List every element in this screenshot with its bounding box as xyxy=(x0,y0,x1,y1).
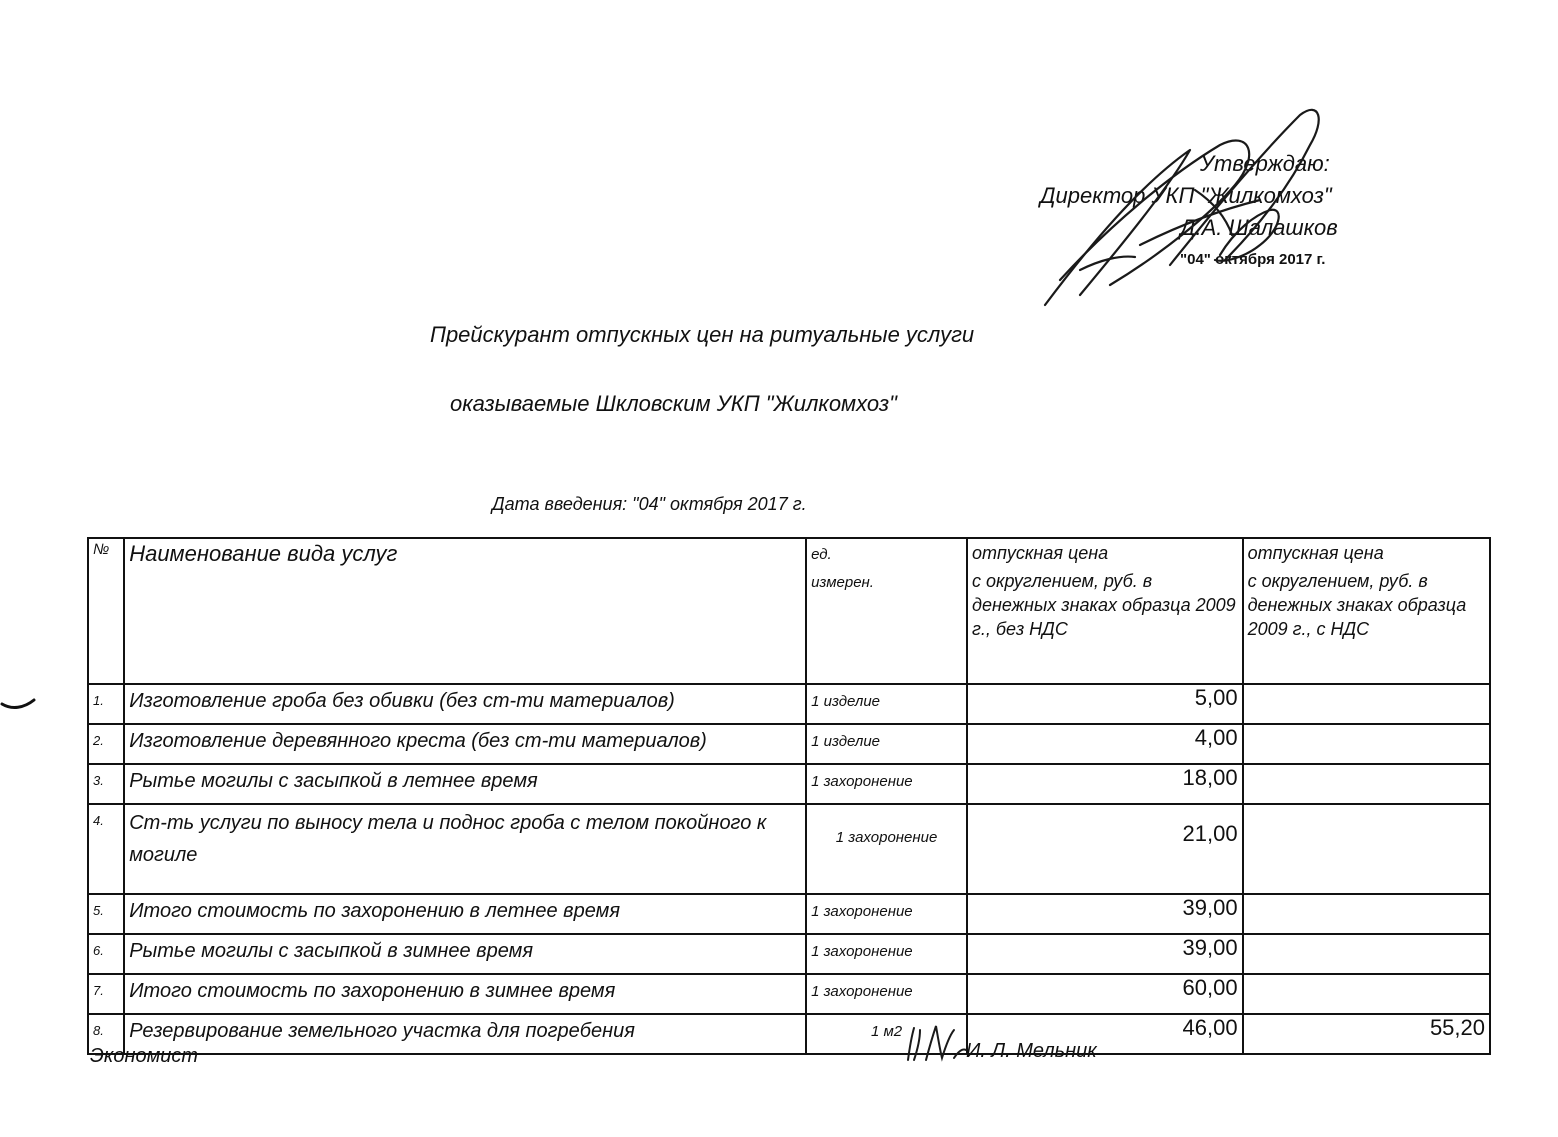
effective-date: Дата введения: "04" октября 2017 г. xyxy=(492,494,807,514)
row-unit: 1 м2 xyxy=(806,1014,967,1054)
row-price-incl-vat xyxy=(1243,934,1490,974)
row-service-name: Рытье могилы с засыпкой в летнее время xyxy=(124,764,806,804)
row-no: 5. xyxy=(88,894,124,934)
document-subtitle: оказываемые Шкловским УКП "Жилкомхоз" xyxy=(450,391,897,416)
row-price-excl-vat: 21,00 xyxy=(967,804,1243,894)
header-unit-line1: ед. xyxy=(811,546,832,563)
table-row xyxy=(88,764,1490,804)
header-price-incl-line1: отпускная цена xyxy=(1247,543,1384,563)
row-price-incl-vat: 55,20 xyxy=(1243,1014,1490,1054)
row-no: 2. xyxy=(88,724,124,764)
header-price-incl-vat xyxy=(1243,538,1490,684)
table-row xyxy=(88,934,1490,974)
table-row xyxy=(88,974,1490,1014)
economist-signature xyxy=(900,1020,970,1070)
row-unit: 1 изделие xyxy=(806,684,967,724)
row-price-incl-vat xyxy=(1243,724,1490,764)
row-unit: 1 захоронение xyxy=(806,934,967,974)
table-row xyxy=(88,1014,1490,1054)
row-price-incl-vat xyxy=(1243,894,1490,934)
row-unit: 1 захоронение xyxy=(806,764,967,804)
header-price-excl-vat xyxy=(967,538,1243,684)
row-unit: 1 изделие xyxy=(806,724,967,764)
row-service-name: Итого стоимость по захоронению в летнее время xyxy=(124,894,806,934)
row-price-excl-vat: 60,00 xyxy=(967,974,1243,1014)
row-service-name: Ст-ть услуги по выносу тела и поднос гроба с телом покойного к могиле xyxy=(124,804,806,894)
row-service-name: Рытье могилы с засыпкой в зимнее время xyxy=(124,934,806,974)
header-name: Наименование вида услуг xyxy=(124,538,806,684)
row-unit: 1 захоронение xyxy=(806,974,967,1014)
approval-word: Утверждаю: xyxy=(1200,151,1330,176)
economist-title: Экономист xyxy=(90,1045,199,1067)
row-unit: 1 захоронение xyxy=(806,804,967,894)
row-no: 1. xyxy=(88,684,124,724)
row-price-incl-vat xyxy=(1243,974,1490,1014)
row-no: 4. xyxy=(88,804,124,894)
table-row xyxy=(88,724,1490,764)
row-price-incl-vat xyxy=(1243,804,1490,894)
row-no: 6. xyxy=(88,934,124,974)
row-price-excl-vat: 39,00 xyxy=(967,894,1243,934)
row-service-name: Изготовление гроба без обивки (без ст-ти материалов) xyxy=(124,684,806,724)
row-no: 3. xyxy=(88,764,124,804)
header-price-excl-line1: отпускная цена xyxy=(972,543,1109,563)
row-unit: 1 захоронение xyxy=(806,894,967,934)
table-row xyxy=(88,804,1490,894)
row-service-name: Резервирование земельного участка для погребения xyxy=(124,1014,806,1054)
row-price-incl-vat xyxy=(1243,764,1490,804)
table-header-row xyxy=(88,538,1490,684)
row-price-excl-vat: 46,00 xyxy=(967,1014,1243,1054)
approver-position: Директор УКП "Жилкомхоз" xyxy=(1040,183,1332,208)
row-price-excl-vat: 18,00 xyxy=(967,764,1243,804)
row-price-incl-vat xyxy=(1243,684,1490,724)
header-unit-line2: измерен. xyxy=(811,574,874,591)
row-no: 7. xyxy=(88,974,124,1014)
row-price-excl-vat: 4,00 xyxy=(967,724,1243,764)
economist-name: И. Л. Мельник xyxy=(966,1040,1097,1062)
header-price-excl-line2: с округлением, руб. в денежных знаках образца 2009 г., без НДС xyxy=(972,571,1236,639)
table-row xyxy=(88,684,1490,724)
approval-date: "04" октября 2017 г. xyxy=(1180,251,1326,268)
director-signature xyxy=(1020,95,1380,325)
document-title: Прейскурант отпускных цен на ритуальные услуги xyxy=(430,322,975,347)
row-price-excl-vat: 39,00 xyxy=(967,934,1243,974)
row-no: 8. xyxy=(88,1014,124,1054)
header-no: № xyxy=(88,538,124,684)
row-price-excl-vat: 5,00 xyxy=(967,684,1243,724)
scan-mark xyxy=(0,690,40,720)
row-service-name: Изготовление деревянного креста (без ст-ти материалов) xyxy=(124,724,806,764)
approver-name: Д.А. Шалашков xyxy=(1180,215,1338,240)
table-row xyxy=(88,894,1490,934)
row-service-name: Итого стоимость по захоронению в зимнее время xyxy=(124,974,806,1014)
price-table xyxy=(87,537,1491,1055)
header-unit xyxy=(806,538,967,684)
header-price-incl-line2: с округлением, руб. в денежных знаках образца 2009 г., с НДС xyxy=(1247,571,1467,639)
